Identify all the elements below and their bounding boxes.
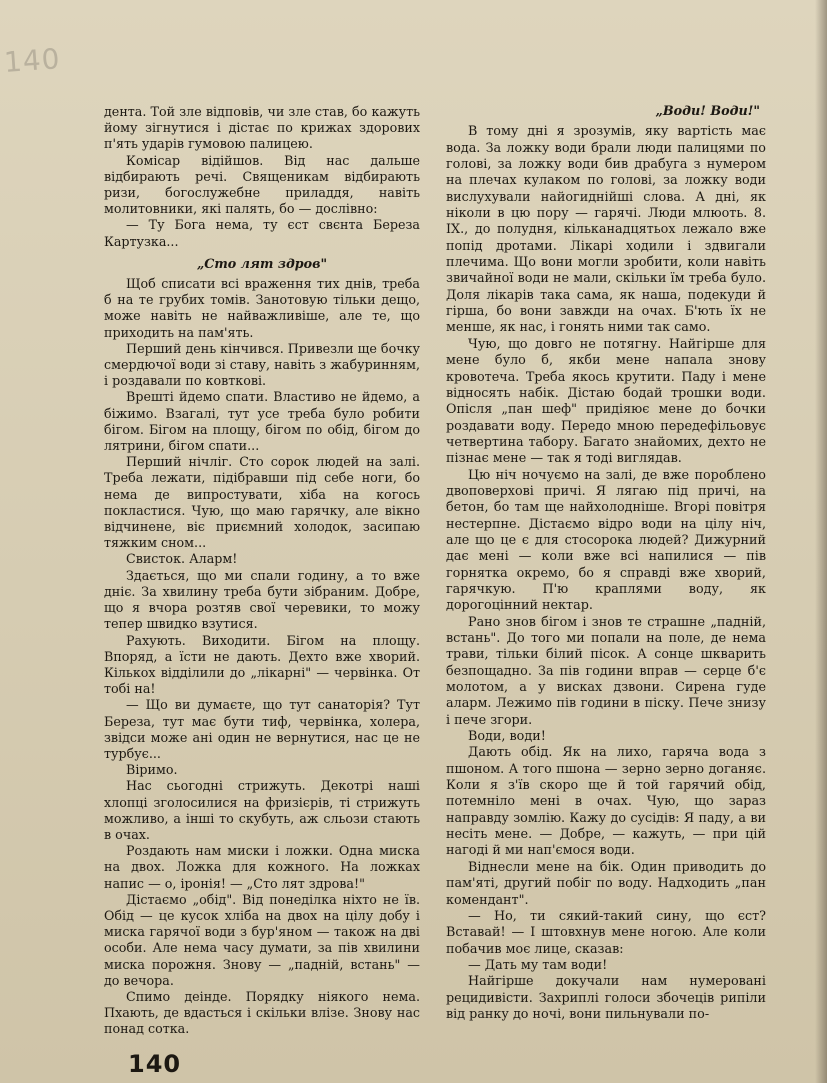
paragraph: Роздають нам миски і ложки. Одна миска на двох. Ложка для кожного. На ложках напис — о, іронія! — „Сто лят здрова!" bbox=[104, 843, 420, 891]
paragraph: Чую, що довго не потягну. Найгірше для мене було б, якби мене напала знову кровотеча. Треба якось крутити. Паду і мене відносять набік. Дістаю бодай трошки води. Опісля „пан шеф" придіяює мене до бочки роздавати воду. Передо мною передефільовує четвертина табору. Багато знайомих, дехто не пізнає мене — так я тоді виглядав. bbox=[446, 336, 766, 467]
left-text-column bbox=[104, 104, 420, 1038]
paragraph: Найгірше докучали нам нумеровані рецидивісти. Захриплі голоси збочеців рипіли від ранку до ночі, вони пильнували по- bbox=[446, 974, 766, 1022]
section-heading: „Води! Води!" bbox=[655, 104, 760, 119]
right-text-column bbox=[446, 104, 766, 1023]
paragraph: Врешті йдемо спати. Властиво не йдемо, а біжимо. Взагалі, тут усе треба було робити бігом. Бігом на площу, бігом по обід, бігом до лятрини, бігом спати... bbox=[104, 389, 420, 454]
paragraph: Води, води! bbox=[468, 729, 546, 745]
paragraph: — Що ви думаєте, що тут санаторія? Тут Береза, тут має бути тиф, червінка, холера, звідси може ані один не вернутися, нас це не турбує... bbox=[104, 697, 420, 761]
paragraph: Рано знов бігом і знов те страшне „падній, встань". До того ми попали на поле, де нема трави, тільки білий пісок. А сонце шкварить безпощадно. За пів години вправ — серце б'є молотом, а у висках дзвони. Сирена гуде аларм. Лежимо пів години в піску. Пече знизу і пече згори. bbox=[446, 614, 766, 728]
paragraph: Щоб списати всі враження тих днів, треба б на те грубих томів. Занотовую тільки дещо, може навіть не найважливіше, але те, що приходить на пам'ять. bbox=[104, 276, 420, 340]
section-heading: „Сто лят здров" bbox=[196, 255, 328, 271]
paragraph: — Но, ти сякий-такий сину, що єст? Вставай! — І штовхнув мене ногою. Але коли побачив моє лице, сказав: bbox=[446, 908, 766, 957]
paragraph: Перший нічліг. Сто сорок людей на залі. Треба лежати, підібравши під себе ноги, бо нема де випростувати, хіба на когось покластися. Чую, що маю гарячку, але вікно відчинене, віє приємний холодок, засипаю тяжким сном... bbox=[104, 454, 420, 551]
page-number: 140 bbox=[128, 1050, 182, 1078]
paragraph: Комісар відійшов. Від нас дальше відбирають речі. Священикам відбирають ризи, богослужебне приладдя, навіть молитовники, які палять, бо — дослівно: bbox=[104, 152, 420, 217]
paragraph: Віримо. bbox=[126, 762, 178, 778]
paragraph: — Дать му там води! bbox=[468, 957, 608, 973]
paragraph: Цю ніч ночуємо на залі, де вже пороблено двоповерхові причі. Я лягаю під причі, на бетон, бо там ще найхолодніше. Вгорі повітря нестерпне. Дістаємо відро води на цілу ніч, але що це є для стосорока людей? Дижурний дає мені — коли вже всі напилися — пів горнятка окремо, бо я справді вже хворий, гарячкую. П'ю краплями воду, як дорогоцінний нектар. bbox=[446, 467, 766, 614]
paragraph: В тому дні я зрозумів, яку вартість має вода. За ложку води брали люди палицями по голові, за ложку води бив драбуга з нумером на плечах кулаком по голові, за ложку води вислухували найогиднійші слова. А дні, як ніколи в цю пору — гарячі. Люди млюоть. 8. IX., до полудня, кільканадцятьох лежало вже попід дротами. Лікарі ходили і здвигали плечима. Що вони могли зробити, коли навіть звичайної води не мали, скільки їм треба було. Доля лікарів така сама, як наша, подекуди й гірша, бо вони завжди на очах. Б'ють їх не менше, як нас, і гонять ними так само. bbox=[446, 124, 766, 336]
paragraph: Нас сьогодні стрижуть. Декотрі наші хлопці зголосилися на фризієрів, ті стрижуть можливо, а інші то скубуть, аж сльози стають в очах. bbox=[104, 778, 420, 842]
paragraph: Перший день кінчився. Привезли ще бочку смердючої води зі ставу, навіть з жабуринням, і роздавали по ковткові. bbox=[104, 340, 420, 389]
paragraph: Здається, що ми спали годину, а то вже дніє. За хвилину треба бути зібраним. Добре, що я вчора розтяв свої черевики, то можу тепер швидко взутися. bbox=[104, 567, 420, 632]
paragraph: Віднесли мене на бік. Один приводить до пам'яті, другий побіг по воду. Надходить „пан комендант". bbox=[446, 859, 766, 908]
paragraph: Свисток. Аларм! bbox=[126, 551, 238, 567]
paragraph: Спимо деінде. Порядку ніякого нема. Пхають, де вдасться і скільки влізе. Знову нас понад сотка. bbox=[104, 988, 420, 1037]
paragraph: Дають обід. Як на лихо, гаряча вода з пшоном. А того пшона — зерно зерно доганяє. Коли я з'їв скоро ще й той гарячий обід, потемніло мені в очах. Чую, що зараз направду зомлію. Кажу до сусідів: Я паду, а ви несіть мене. — Добре, — кажуть, — при цій нагоді й ми нап'ємося води. bbox=[446, 745, 766, 859]
paragraph: Рахують. Виходити. Бігом на площу. Впоряд, а їсти не дають. Дехто вже хворий. Кількох відділили до „лікарні" — червінка. От тобі на! bbox=[104, 632, 420, 697]
paragraph: — Ту Бога нема, ту єст свєнта Береза Картузка... bbox=[104, 217, 420, 249]
scan-edge-shadow bbox=[815, 0, 827, 1083]
paragraph: Дістаємо „обід". Від понеділка ніхто не їв. Обід — це кусок хліба на двох на цілу добу і миска гарячої води з бур'яном — також на дві особи. Але нема часу думати, за пів хвилини миска порожня. Знову — „падній, встань" — до вечора. bbox=[104, 891, 420, 988]
handwritten-page-note: 140 bbox=[2, 42, 62, 79]
paragraph: дента. Той зле відповів, чи зле став, бо кажуть йому зігнутися і дістає по крижах здорових п'ять ударів гумовою палицею. bbox=[104, 104, 420, 152]
